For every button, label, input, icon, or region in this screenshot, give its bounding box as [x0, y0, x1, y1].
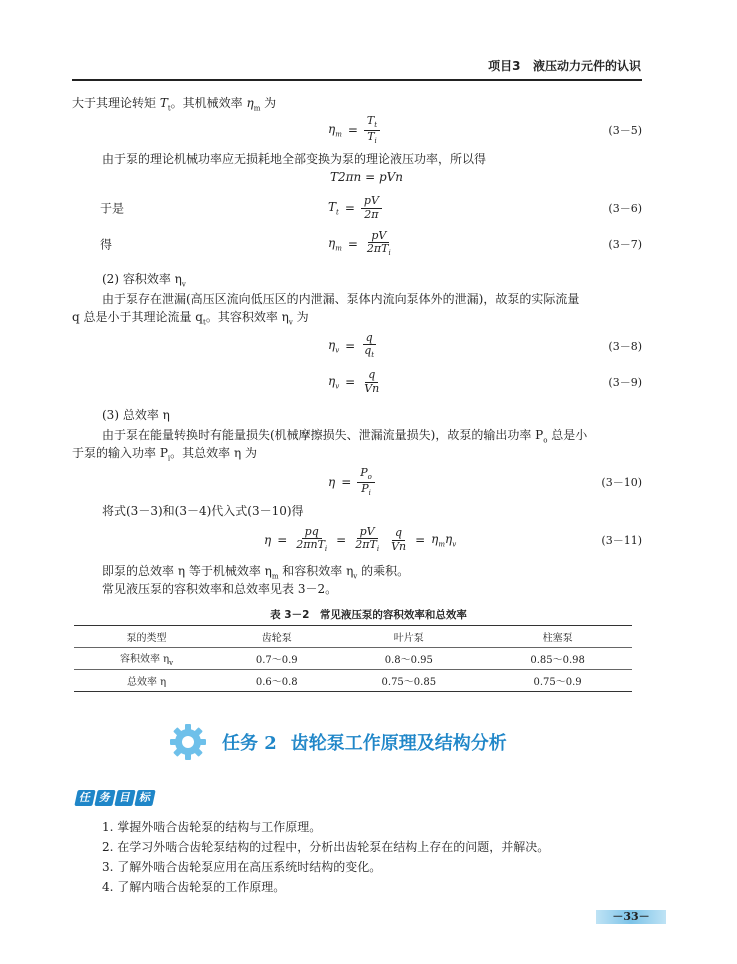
table-cell: 0.6～0.8	[219, 670, 334, 692]
table-cell: 0.85～0.98	[483, 648, 632, 670]
paragraph-9: 常见液压泵的容积效率和总效率见表 3－2。	[102, 582, 338, 596]
list-item: 4. 了解内啮合齿轮泵的工作原理。	[102, 880, 286, 894]
list-item: 3. 了解外啮合齿轮泵应用在高压系统时结构的变化。	[102, 860, 382, 874]
task-title: 齿轮泵工作原理及结构分析	[290, 733, 507, 754]
p6-part-b: 。其总效率 η 为	[170, 446, 257, 460]
p5-part-a: 由于泵在能量转换时有能量损失(机械摩擦损失、泄漏流量损失)，故泵的输出功率 P	[102, 428, 544, 442]
p4-part-c: 为	[292, 310, 309, 324]
gear-icon	[168, 722, 208, 762]
equation-power-balance: T2πn = pVn	[330, 170, 404, 184]
header-title: 液压动力元件的认识	[532, 59, 641, 73]
p8-part-b: 和容积效率 η	[278, 564, 354, 578]
p4-part-a: q 总是小于其理论流量 q	[72, 310, 203, 324]
paragraph-7: 将式(3－3)和(3－4)代入式(3－10)得	[102, 504, 304, 518]
equation-number: (3－6)	[608, 202, 642, 215]
task-goals-badge	[76, 790, 154, 806]
equation-number: (3－8)	[608, 340, 642, 353]
header-rule	[72, 79, 642, 81]
equation-number: (3－11)	[601, 534, 642, 547]
badge-char: 目	[114, 790, 135, 806]
paragraph-6: 于泵的输入功率 $P_i$。其总效率 η 为	[72, 446, 257, 463]
de-label: 得	[100, 237, 113, 252]
running-header	[488, 57, 641, 74]
paragraph-8: 即泵的总效率 η 等于机械效率 $\eta_m$ 和容积效率 $\eta_v$ 的乘积。	[102, 564, 410, 581]
efficiency-table	[74, 625, 632, 692]
table-cell: 0.75～0.9	[483, 670, 632, 692]
equation-3-7: 得 $\eta_m$ = $\frac{pV}{2\pi T_i}$ (3－7)	[100, 229, 642, 258]
equation-3-9: $\eta_v$ = $\frac{q}{Vn}$ (3－9)	[328, 368, 642, 395]
yushi-label: 于是	[100, 201, 125, 216]
paragraph-4: q 总是小于其理论流量 $q_t$。其容积效率 $\eta_v$ 为	[72, 310, 309, 327]
equation-3-6: 于是 $T_t$ = $\frac{pV}{2\pi}$ (3－6)	[100, 194, 642, 221]
equation-number: (3－5)	[608, 124, 642, 137]
p1-part-c: 为	[260, 96, 277, 110]
table-caption: 表 3－2 常见液压泵的容积效率和总效率	[270, 609, 467, 621]
p8-part-a: 即泵的总效率 η 等于机械效率 η	[102, 564, 272, 578]
table-header: 叶片泵	[334, 626, 483, 648]
equation-number: (3－10)	[601, 476, 642, 489]
equation-3-8: $\eta_v$ = $\frac{q}{q_t}$ (3－8)	[328, 331, 642, 360]
heading-volumetric: (2) 容积效率 $\eta_v$	[102, 272, 186, 289]
equation-number: (3－7)	[608, 238, 642, 251]
p4-part-b: 。其容积效率 η	[205, 310, 289, 324]
equation-3-10: η = $\frac{P_o}{P_i}$ (3－10)	[328, 465, 642, 497]
p6-part-a: 于泵的输入功率 P	[72, 446, 168, 460]
paragraph-3: 由于泵存在泄漏(高压区流向低压区的内泄漏、泵体内流向泵体外的泄漏)，故泵的实际流量	[102, 292, 580, 306]
list-item: 1. 掌握外啮合齿轮泵的结构与工作原理。	[102, 820, 322, 834]
p1-part-b: 。其机械效率	[170, 96, 247, 110]
cell-text: 容积效率 η	[119, 654, 170, 665]
table-cell: 总效率 η	[74, 670, 219, 692]
paragraph-2: 由于泵的理论机械功率应无损耗地全部变换为泵的理论液压功率，所以得	[102, 152, 487, 166]
table-row	[74, 670, 632, 692]
page-number: －33－	[596, 910, 666, 924]
badge-char: 标	[134, 790, 155, 806]
paragraph-1: 大于其理论转矩 $T_t$。其机械效率 $\eta_m$ 为	[72, 96, 277, 113]
equation-number: (3－9)	[608, 376, 642, 389]
table-header: 齿轮泵	[219, 626, 334, 648]
table-cell: 0.7～0.9	[219, 648, 334, 670]
equation-3-11: η = $\frac{pq}{2\pi nT_i}$ = $\frac{pV}{2\pi T_i}$ $\frac{q}{Vn}$ = $\eta_m\eta_v$ (3－11)	[264, 525, 642, 554]
task-heading	[168, 722, 507, 762]
paragraph-5: 由于泵在能量转换时有能量损失(机械摩擦损失、泄漏流量损失)，故泵的输出功率 $P_o$ 总是小	[102, 428, 588, 445]
badge-char: 任	[74, 790, 95, 806]
table-header-row	[74, 626, 632, 648]
table-cell: 0.75～0.85	[334, 670, 483, 692]
equation-3-5: $\eta_m$ = $\frac{T_t}{T_i}$ (3－5)	[328, 113, 642, 145]
table-row	[74, 648, 632, 670]
p1-part-a: 大于其理论转矩	[72, 96, 160, 110]
list-item: 2. 在学习外啮合齿轮泵结构的过程中，分析出齿轮泵在结构上存在的问题，并解决。	[102, 840, 550, 854]
heading-total: (3) 总效率 η	[102, 408, 170, 422]
table-cell: 容积效率 $\eta_v$	[74, 648, 219, 670]
h2-text: (2) 容积效率 η	[102, 272, 182, 286]
p5-part-b: 总是小	[547, 428, 588, 442]
p8-part-c: 的乘积。	[357, 564, 410, 578]
table-header: 柱塞泵	[483, 626, 632, 648]
header-project: 项目3	[488, 59, 521, 73]
task-number: 任务 2	[222, 733, 277, 754]
badge-char: 务	[94, 790, 115, 806]
table-cell: 0.8～0.95	[334, 648, 483, 670]
table-header: 泵的类型	[74, 626, 219, 648]
